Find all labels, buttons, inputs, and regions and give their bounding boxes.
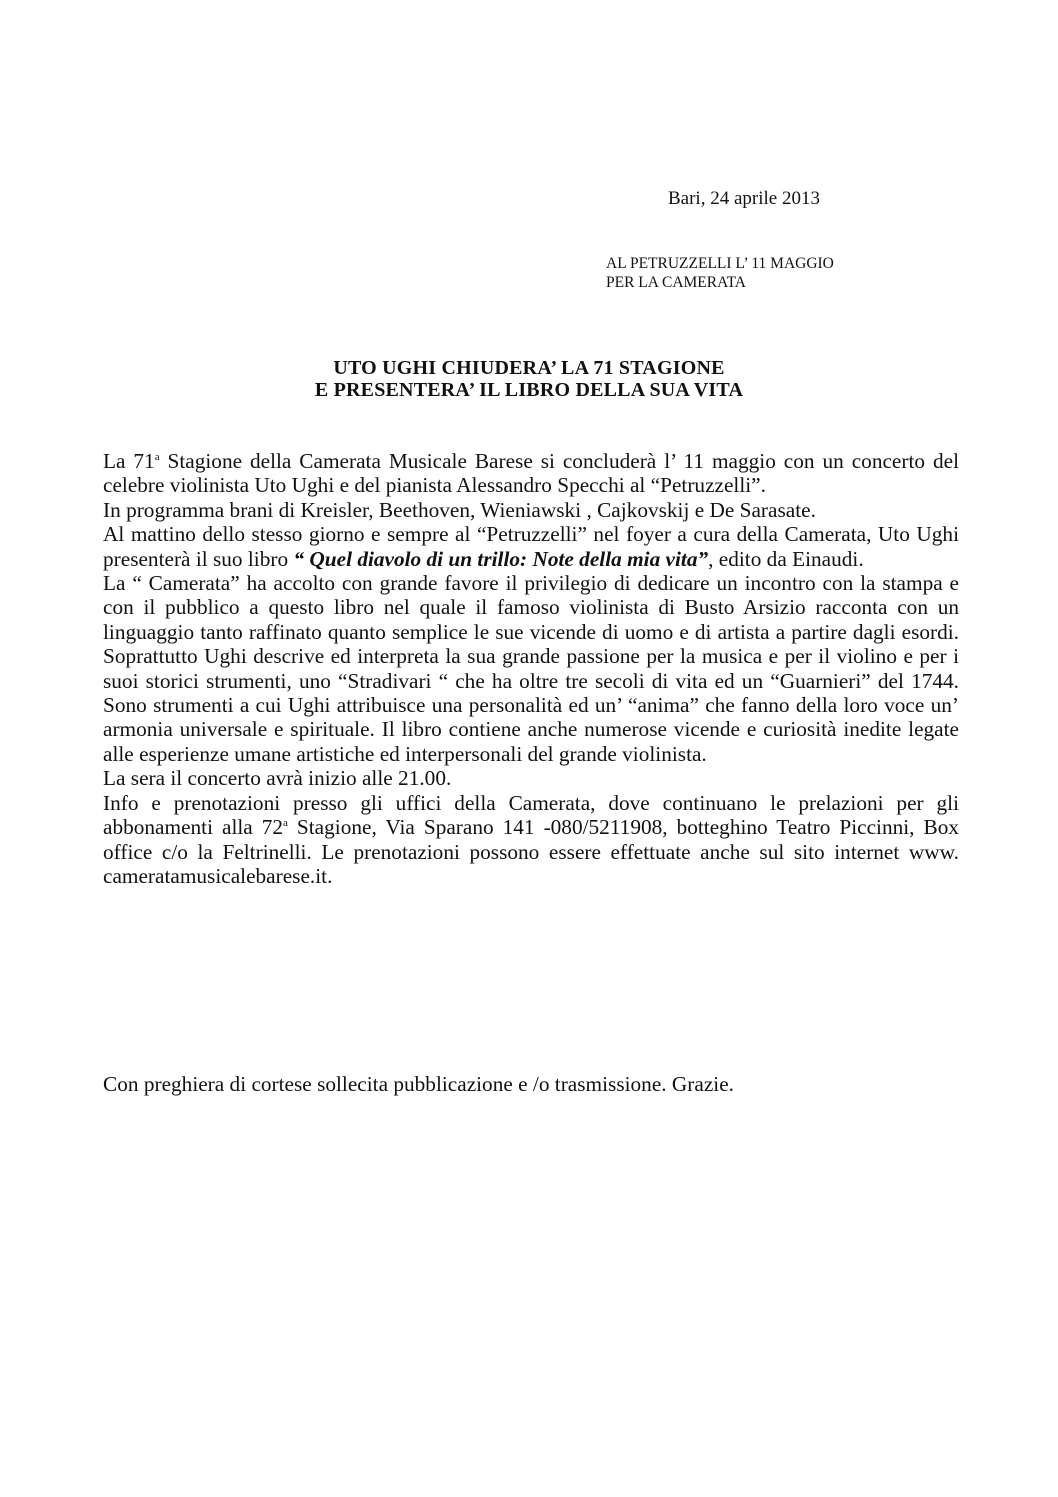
- paragraph-concert-time: La sera il concerto avrà inizio alle 21.00.: [103, 766, 452, 791]
- ordinal-superscript-2: a: [283, 817, 288, 829]
- info-text-start: Info e prenotazioni presso gli uffici della Camerata, dove continuano le prelazioni per gli abbonamenti alla 72: [103, 790, 959, 840]
- headline-line-1: UTO UGHI CHIUDERA’ LA 71 STAGIONE: [333, 357, 725, 379]
- headline: [100, 357, 958, 401]
- intro-text: Stagione della Camerata Musicale Barese si concluderà l’ 11 maggio con un concerto del celebre violinista Uto Ughi e del pianista Alessandro Specchi al “Petruzzelli”.: [103, 449, 959, 498]
- kicker-line-2: PER LA CAMERATA: [606, 274, 746, 291]
- date-line: Bari, 24 aprile 2013: [668, 188, 820, 209]
- info-text-end: Stagione, Via Sparano 141 -080/5211908, botteghino Teatro Piccinni, Box office c/o la Feltrinelli. Le prenotazioni possono essere effettuate anche sul sito internet www. cameratamusicalebarese.it.: [103, 815, 959, 888]
- paragraph-program: In programma brani di Kreisler, Beethoven, Wieniawski , Cajkovskij e De Sarasate.: [103, 497, 816, 522]
- paragraph-description: La “ Camerata” ha accolto con grande favore il privilegio di dedicare un incontro con la stampa e con il pubblico a questo libro nel quale il famoso violinista di Busto Arsizio racconta con un linguaggio tanto raffinato quanto semplice le sue vicende di uomo e di artista a partire dagli esordi. Soprattutto Ughi descrive ed interpreta la sua grande passione per la musica e per il violino e per i suoi storici strumenti, uno “Stradivari “ che ha oltre tre secoli di vita ed un “Guarnieri” del 1744. Sono strumenti a cui Ughi attribuisce una personalità ed un’ “anima” che fanno della loro voce un’ armonia universale e spirituale. Il libro contiene anche numerose vicende e curiosità inedite legate alle esperienze umane artistiche ed interpersonali del grande violinista.: [103, 571, 959, 766]
- paragraph-intro: [103, 449, 959, 498]
- paragraph-info: [103, 791, 959, 889]
- book-publisher-text: , edito da Einaudi.: [708, 546, 864, 571]
- article-body: [103, 449, 959, 888]
- kicker-line-1: AL PETRUZZELLI L’ 11 MAGGIO: [606, 255, 834, 272]
- intro-prefix: La 71: [103, 449, 155, 473]
- ordinal-superscript: a: [154, 450, 160, 463]
- book-intro-text: Al mattino dello stesso giorno e sempre al “Petruzzelli” nel foyer a cura della Camerata, Uto Ughi presenterà il suo libro: [103, 522, 959, 571]
- closing-line: Con preghiera di cortese sollecita pubblicazione e /o trasmissione. Grazie.: [103, 1072, 734, 1096]
- headline-line-2: E PRESENTERA’ IL LIBRO DELLA SUA VITA: [314, 379, 744, 401]
- paragraph-book: [103, 522, 959, 571]
- kicker: [606, 254, 834, 292]
- book-title: “ Quel diavolo di un trillo: Note della mia vita”: [293, 546, 709, 571]
